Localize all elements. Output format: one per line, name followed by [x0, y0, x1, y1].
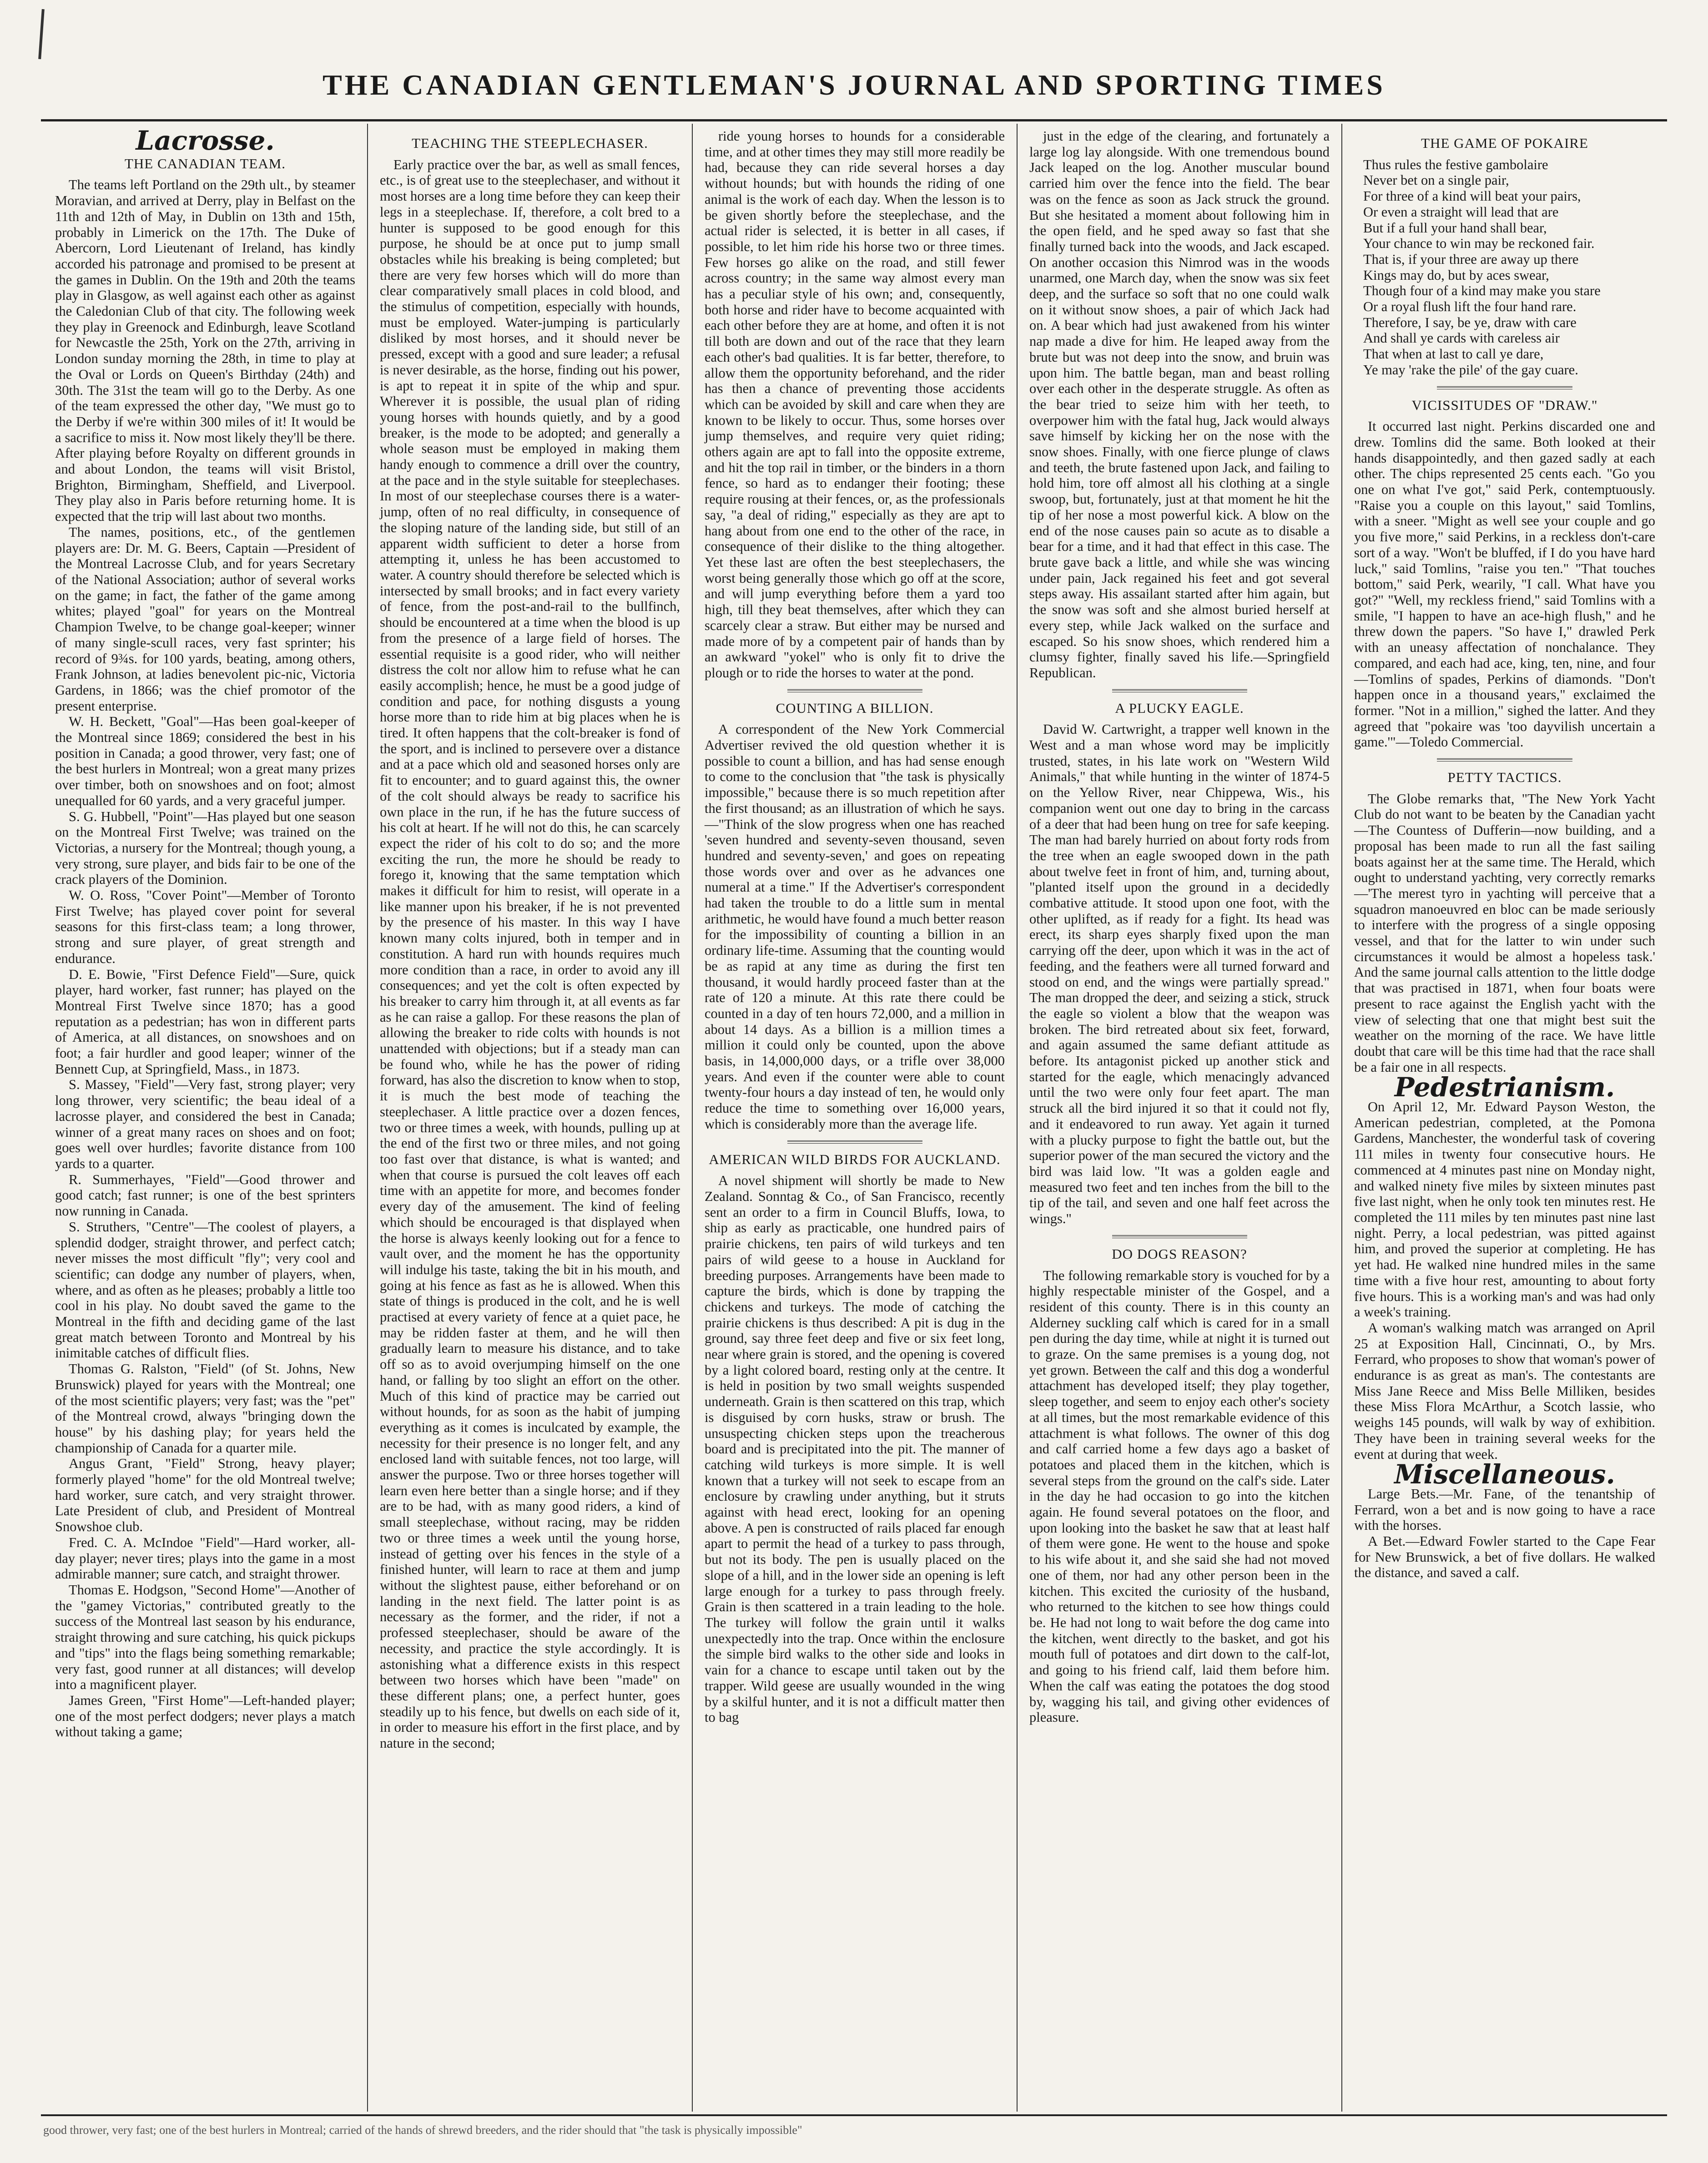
article-title-dogs-reason: DO DOGS REASON? — [1112, 1245, 1247, 1262]
column-4 — [1018, 124, 1342, 2112]
article-body-dogs-reason — [1029, 1268, 1330, 1725]
paragraph: R. Summerhayes, "Field"—Good thrower and good catch; fast runner; is one of the best sprinters now running in Canada. — [55, 1171, 355, 1219]
paragraph: Though four of a kind may make you stare — [1363, 283, 1601, 299]
paragraph: Thomas E. Hodgson, "Second Home"—Another of the "gamey Victorias," contributed greatly to the success of the Montreal last season by his endurance, straight throwing and sure catching, his quick pickups and "tips" into the flags being something remarkable; very fast, good runner at all distances; will develop into a magnificent player. — [55, 1582, 355, 1693]
article-title-petty-tactics: PETTY TACTICS. — [1447, 769, 1562, 786]
divider — [1112, 689, 1247, 692]
article-body-bear-story — [1029, 128, 1330, 681]
paragraph: D. E. Bowie, "First Defence Field"—Sure, quick player, hard worker, fast runner; has played on the Montreal First Twelve since 1870; has a good reputation as a pedestrian; has won in different parts of America, at all distances, on snowshoes and on foot; a fair hurdler and good leaper; winner of the Bennett Cup, at Springfield, Mass., in 1873. — [55, 966, 355, 1077]
column-3 — [693, 124, 1018, 2112]
article-body-steeplechaser-cont — [705, 128, 1005, 681]
paragraph: The following remarkable story is vouched for by a highly respectable minister of the Gospel, and a resident of this county. There is in this county an Alderney suckling calf which is cared for in a small pen during the day time, while at night it is turned out to graze. On the same premises is a young dog, not yet grown. Between the calf and this dog a wonderful attachment has developed itself; they play together, sleep together, and seem to enjoy each other's society at all times, but the most remarkable evidence of this attachment is what follows. The owner of this dog and calf carried home a few days ago a basket of potatoes and placed them in the kitchen, which is several steps from the ground on the calf's side. Later in the day he had occasion to go into the kitchen again. He found several potatoes on the floor, and upon looking into the basket he saw that at least half of them were gone. He went to the house and spoke to his wife about it, and she said she had not moved one of them, nor had any other person been in the kitchen. This excited the curiosity of the husband, who returned to the kitchen to see how things could be. He had not long to wait before the dog came into the kitchen, went directly to the basket, and got his mouth full of potatoes and dirt down to the calf-lot, and going to his friend calf, laid them before him. When the calf was eating the potatoes the dog stood by, wagging his tail, and giving other evidences of pleasure. — [1029, 1267, 1330, 1725]
paragraph: David W. Cartwright, a trapper well known in the West and a man whose word may be implicitly trusted, states, in his late work on "Western Wild Animals," that while hunting in the winter of 1874-5 on the Yellow River, near Chippewa, Wis., his companion went out one day to bring in the carcass of a deer that had been hung on tree for safe keeping. The man had barely hurried on about forty rods from the tree when an eagle swooped down in the path about twelve feet in front of him, and, turning about, "planted itself upon the ground in a decidedly combative attitude. It stood upon one foot, with the other uplifted, as if ready for a fight. Its head was erect, its sharp eyes sharply fixed upon the man carrying off the deer, upon which it was in the act of feeding, and the feathers were all turned forward and stood on end, and the wings were partially spread." The man dropped the deer, and seizing a stick, struck the eagle so violent a blow that the weapon was broken. The bird retreated about six feet, forward, and again assumed the same defiant attitude as before. Its antagonist picked up another stick and started for the eagle, which menacingly advanced until the two were only four feet apart. The man struck all the bird injured it so that it could not fly, and it endeavored to run away. Yet again it turned with a plucky purpose to fight the battle out, but the superior power of the man secured the victory and the bird was laid low. "It was a golden eagle and measured two feet and ten inches from the bill to the tip of the tail, and seven and one half feet across the wings." — [1029, 721, 1330, 1227]
paragraph: That when at last to call ye dare, — [1363, 346, 1544, 362]
divider — [1112, 1235, 1247, 1238]
divider — [787, 1140, 922, 1144]
article-title-plucky-eagle: A PLUCKY EAGLE. — [1115, 700, 1244, 716]
paragraph: Early practice over the bar, as well as small fences, etc., is of great use to the steeplechaser, and without it most horses are a long time before they can keep their legs in a steeplechase. If, therefore, a colt bred to a hunter is supposed to be good enough for this purpose, he should be at once put to jump small obstacles while his breaking is being completed; but there are very few horses which will do more than clear comparatively small places in cold blood, and the stimulus of competition, especially with hounds, must be employed. Water-jumping is particularly disliked by most horses, and it should never be pressed, except with a good and sure leader; a refusal is never desirable, as the horse, finding out his power, is apt to repeat it in spite of the whip and spur. Wherever it is possible, the usual plan of riding young horses with hounds quietly, and by a good breaker, is the mode to be adopted; and generally a whole season must be employed in making them handy enough to commence a drill over the country, at the pace and in the style suitable for steeplechases. In most of our steeplechase courses there is a water-jump, often of no real difficulty, in consequence of the sloping nature of the landing side, but still of an apparent width sufficient to deter a horse from attempting it, unless he has been accustomed to water. A country should therefore be selected which is intersected by small brooks; and in fact every variety of fence, from the post-and-rail to the bullfinch, should be encountered at a time when the blood is up from the presence of a large field of horses. The essential requisite is a good rider, who will neither distress the colt nor allow him to refuse what he can easily accomplish; hence, he must be a good judge of condition and pace, for nothing disgusts a young horse more than to ride him at big places when he is tired. It often happens that the colt-breaker is fond of the sport, and is inclined to persevere over a distance and at a pace which old and seasoned horses only are fit to encounter; and to guard against this, the owner of the colt should always be ready to sacrifice his own place in the run, if he has the future success of his colt at heart. If he will not do this, he can scarcely expect the rider of his colt to do so; and the more exciting the run, the more he should be ready to forego it, knowing that the same temptation which makes it difficult for him to resist, will operate in a like manner upon his breaker, if he is not prevented by the presence of his master. In this way I have known many colts injured, both in temper and in constitution. A hard run with hounds requires much more condition than a race, in order to avoid any ill consequences; and yet the colt is often expected by his breaker to carry him through it, at all events as far as he can raise a gallop. For these reasons the plan of allowing the breaker to ride colts with hounds is not unattended with objections; but if a steady man can be found who, while he has the power of riding forward, has also the discretion to know when to stop, it is much the best mode of teaching the steeplechaser. A little practice over a dozen fences, two or three times a week, with hounds, pulling up at the end of the first two or three miles, and not going too fast over that distance, is what is wanted; and when that course is pursued the colt leaves off each time with an appetite for more, and becomes fonder every day of the amusement. The kind of feeling which should be encouraged is that displayed when the horse is always keenly looking out for a fence to vault over, and the moment he has the opportunity will indulge his taste, taking the bit in his mouth, and going at his fence as fast as he is allowed. When this state of things is produced in the colt, and he is well practised at every variety of fence at a quiet pace, he may be ridden faster at them, and he will then gradually learn to measure his distance, and to take off so as to avoid overjumping himself on the one hand, or falling by too slight an effort on the other. Much of this kind of practice may be carried out without hounds, for as soon as the habit of jumping everything as it comes is inculcated by example, the necessity for their presence is no longer felt, and any enclosed land with suitable fences, not too large, will answer the purpose. Two or three horses together will learn even here better than a single horse; and if they are to be had, with as many good riders, a kind of small steeplechase, without racing, may be ridden two or three times a week until the young horse, instead of getting over his fences in the style of a finished hunter, will learn to race at them and jump without the slightest pause, either beforehand or on landing in the next field. The latter point is as necessary as the former, and the rider, if not a professed steeplechaser, should be aware of the necessity, and practice the style accordingly. It is astonishing what a difference exists in this respect between two horses which have been "made" on these different plans; one, a perfect hunter, goes steadily up to his fence, but dwells on each side of it, in order to measure his effort in the first place, and by nature in the second; — [380, 156, 680, 1751]
paragraph: James Green, "First Home"—Left-handed player; one of the most perfect dodgers; never plays a match without taking a game; — [55, 1692, 355, 1740]
section-title-lacrosse: Lacrosse. — [136, 125, 275, 156]
column-2 — [368, 124, 693, 2112]
paragraph: Therefore, I say, be ye, draw with care — [1363, 314, 1577, 330]
paragraph: Your chance to win may be reckoned fair. — [1363, 236, 1595, 252]
divider — [787, 689, 922, 692]
article-title-wild-birds: AMERICAN WILD BIRDS FOR AUCKLAND. — [709, 1151, 1001, 1167]
paragraph: Fred. C. A. McIndoe "Field"—Hard worker, all-day player; never tires; plays into the game in a most admirable manner; sure catch, and straight thrower. — [55, 1534, 355, 1582]
masthead: THE CANADIAN GENTLEMAN'S JOURNAL AND SPORTING TIMES — [322, 69, 1386, 101]
paragraph: just in the edge of the clearing, and fortunately a large log lay alongside. With one tremendous bound Jack leaped on the log. Another muscular bound carried him over the fence into the field. The bear was on the fence as soon as Jack struck the ground. But she hesitated a moment about following him in the open field, and he sped away so fast that she finally turned back into the woods, and Jack escaped. On another occasion this Nimrod was in the woods unarmed, one March day, when the snow was six feet deep, and the surface so soft that no one could walk on it without snow shoes, a pair of which Jack had on. A bear which had just awakened from his winter nap made a dive for him. He leaped away from the brute but was not deep into the snow, and bruin was upon him. The battle began, man and beast rolling over each other in the desperate struggle. As often as the bear tried to seize him with her teeth, to overpower him with the fatal hug, Jack would always save himself by kicking her on the nose with the snow shoes. Finally, with one fierce plunge of claws and teeth, the brute fastened upon Jack, and failing to hold him, tore off almost all his clothing at a single swoop, but, fortunately, just at that moment he hit the tip of her nose a most powerful kick. A blow on the end of the nose causes pain so acute as to disable a bear for a time, and it had that effect in this case. The brute gave back a little, and while she was wincing under pain, Jack regained his feet and got several steps away. His assailant started after him again, but the snow was soft and she almost buried herself at every step, while Jack walked on the surface and escaped. So his snow shoes, which rendered him a clumsy fighter, finally saved his life.—Springfield Republican. — [1029, 128, 1330, 681]
divider — [1437, 386, 1572, 389]
paragraph: Large Bets.—Mr. Fane, of the tenantship of Ferrard, won a bet and is now going to have a race with the horses. — [1354, 1486, 1655, 1533]
paragraph: For three of a kind will beat your pairs, — [1363, 188, 1581, 204]
paragraph: Ye may 'rake the pile' of the gay cuare. — [1363, 362, 1578, 378]
paragraph: W. H. Beckett, "Goal"—Has been goal-keeper of the Montreal since 1869; considered the best in his position in Canada; a good thrower, very fast; one of the best hurlers in Montreal; won a great many prizes over timber, both on snowshoes and on foot; almost unequalled for 60 yards, and a very graceful jumper. — [55, 714, 355, 808]
paragraph: ride young horses to hounds for a considerable time, and at other times they may still more readily be had, because they can ride several horses a day without hounds; but with hounds the riding of one animal is the work of each day. When the lesson is to be given shortly before the steeplechase, and the actual rider is selected, it is better in all cases, if possible, to let him ride his horse two or three times. Few horses go alike on the road, and still fewer across country; in the same way almost every man has a peculiar style of his own; and, consequently, both horse and rider have to become acquainted with each other before they are at home, and often it is not till both are down and out of the race that they learn each other's bad qualities. It is far better, therefore, to allow them the opportunity beforehand, and the rider has then a chance of preventing those accidents which can be avoided by skill and care when they are known to be likely to occur. Thus, some horses over jump themselves, and require very quiet riding; others again are apt to fall into the opposite extreme, and hit the top rail in timber, or the binders in a thorn fence, so hard as to endanger their footing; these require rousing at their fences, or, as the professionals say, "a deal of riding," especially as they are apt to hang about from one end to the other of the race, in consequence of their dislike to the thing altogether. Yet these last are often the best steeplechasers, the worst being generally those which go off at the score, and will jump everything before them a yard too high, till they beat themselves, after which they can scarcely clear a straw. But either may be nursed and made more of by a competent pair of hands than by an awkward "yokel" who is only fit to drive the plough or to ride the horses to water at the pond. — [705, 128, 1005, 681]
paragraph: And shall ye cards with careless air — [1363, 330, 1560, 346]
article-body-counting-billion — [705, 721, 1005, 1132]
paragraph: The names, positions, etc., of the gentlemen players are: Dr. M. G. Beers, Captain —President of the Montreal Lacrosse Club, and for years Secretary of the National Association; author of several works on the game; in fact, the father of the game among whites; played "goal" for years on the Montreal Champion Twelve, to be change goal-keeper; winner of many single-scull races, very fast sprinter; his record of 9¾s. for 100 yards, beating, among others, Frank Johnson, at ladies benevolent pic-nic, Victoria Gardens, in 1866; was the chief promotor of the present enterprise. — [55, 524, 355, 714]
poem-pokaire — [1354, 157, 1655, 378]
page-edge-mark — [38, 9, 45, 59]
paragraph: Angus Grant, "Field" Strong, heavy player; formerly played "home" for the old Montreal twelve; hard worker, sure catch, and very straight thrower. Late President of club, and President of Montreal Snowshoe club. — [55, 1456, 355, 1535]
article-title-draw: VICISSITUDES OF "DRAW." — [1411, 397, 1598, 413]
article-title-counting-billion: COUNTING A BILLION. — [776, 700, 934, 716]
masthead-rule — [41, 119, 1667, 121]
article-title-steeplechaser: TEACHING THE STEEPLECHASER. — [412, 135, 648, 151]
columns — [43, 124, 1667, 2112]
paragraph: That is, if your three are away up there — [1363, 251, 1579, 267]
article-body-pedestrianism — [1354, 1099, 1655, 1462]
page-footer-line: good thrower, very fast; one of the best hurlers in Montreal; carried of the hands of shrewd breeders, and the rider should that "the task is physically impossible" — [43, 2123, 802, 2137]
paragraph: S. Struthers, "Centre"—The coolest of players, a splendid dodger, straight thrower, and perfect catch; never misses the most difficult "fly"; very cool and scientific; can dodge any number of players, when, where, and as often as he pleases; probably a little too cool in his play. No doubt saved the game to the Montreal in the fifth and deciding game of the last great match between Toronto and Montreal by his inimitable catches of difficult flies. — [55, 1219, 355, 1361]
paragraph: Kings may do, but by aces swear, — [1363, 267, 1549, 283]
bottom-rule — [41, 2114, 1667, 2116]
article-body-petty-tactics — [1354, 791, 1655, 1075]
paragraph: S. G. Hubbell, "Point"—Has played but one season on the Montreal First Twelve; was trained on the Victorias, a nursery for the Montreal; though young, a very strong, sure player, and bids fair to be one of the crack players of the Dominion. — [55, 808, 355, 887]
article-body-steeplechaser — [380, 157, 680, 1751]
column-1 — [43, 124, 368, 2112]
article-body-canadian-team — [55, 177, 355, 1740]
paragraph: Or a royal flush lift the four hand rare. — [1363, 299, 1577, 315]
paragraph: A correspondent of the New York Commercial Advertiser revived the old question whether it is possible to count a billion, and has had sense enough to come to the conclusion that "the task is physically impossible," because there is so much repetition after the first thousand; as an illustration of which he says.—"Think of the slow progress when one has reached 'seven hundred and seventy-seven thousand, seven hundred and seventy-seven,' and goes on repeating those words over and over as he advances one numeral at a time." If the Advertiser's correspondent had taken the trouble to do a little sum in mental arithmetic, he would have found a much better reason for the impossibility of counting a billion in an ordinary life-time. Assuming that the counting would be as rapid at any time as during the first ten thousand, it would hardly proceed faster than at the rate of 120 a minute. At this rate there could be counted in a day of ten hours 72,000, and a million in about 14 days. As a billion is a million times a million it could only be counted, upon the above basis, in 14,000,000 days, or a trifle over 38,000 years. And even if the counter were able to count twenty-four hours a day instead of ten, he would only reduce the time to something over 16,000 years, which is considerably more than the average life. — [705, 721, 1005, 1132]
section-title-pedestrianism: Pedestrianism. — [1394, 1072, 1615, 1103]
paragraph: Thus rules the festive gambolaire — [1363, 156, 1548, 172]
paragraph: The Globe remarks that, "The New York Yacht Club do not want to be beaten by the Canadian yacht—The Countess of Dufferin—now building, and a proposal has been made to run all the fast sailing boats against her at the same time. The Herald, which ought to understand yachting, very correctly remarks—'The merest tyro in yachting will perceive that a squadron manoeuvred en bloc can be made seriously to interfere with the progress of a single opposing vessel, and that for the latter to win under such circumstances it would be almost a hopeless task.' And the same journal calls attention to the little dodge that was practised in 1871, when four boats were present to race against the English yacht with the view of selecting that one that might best suit the weather on the morning of the race. We have little doubt that care will be this time had that the race shall be a fair one in all respects. — [1354, 791, 1655, 1075]
column-5 — [1342, 124, 1667, 2112]
paragraph: S. Massey, "Field"—Very fast, strong player; very long thrower, very scientific; the beau ideal of a lacrosse player, and considered the best in Canada; winner of a great many races on shoes and on foot; goes well over hurdles; favorite distance from 100 yards to a quarter. — [55, 1077, 355, 1171]
article-body-plucky-eagle — [1029, 721, 1330, 1227]
divider — [1437, 758, 1572, 761]
paragraph: It occurred last night. Perkins discarded one and drew. Tomlins did the same. Both looked at their hands disappointedly, and then gazed sadly at each other. The chips represented 25 cents each. "Go you one on what I've got," said Perk, contemptuously. "Raise you a couple on this layout," said Tomlins, with a sneer. "Might as well see your couple and go you five more," said Perkins, in a reckless don't-care sort of a way. "Won't be bluffed, if I do you have hard luck," said Tomlins, "raise you ten." "That touches bottom," said Perk, wearily, "I call. What have you got?" "Well, my reckless friend," said Tomlins with a smile, "I happen to have an ace-high flush," and he threw down the papers. "So have I," drawled Perk with an uneasy affectation of nonchalance. They compared, and each had ace, king, ten, nine, and four—Tomlins of spades, Perkins of diamonds. "Don't happen once in a thousand years," exclaimed the former. "Not in a million," sighed the latter. And they agreed that "pokaire was 'too dayvilish uncertain a game.'"—Toledo Commercial. — [1354, 418, 1655, 750]
paragraph: A Bet.—Edward Fowler started to the Cape Fear for New Brunswick, a bet of five dollars. He walked the distance, and saved a calf. — [1354, 1533, 1655, 1581]
article-body-wild-birds — [705, 1173, 1005, 1725]
article-body-draw — [1354, 418, 1655, 750]
paragraph: But if a full your hand shall bear, — [1363, 220, 1547, 236]
article-body-miscellaneous — [1354, 1486, 1655, 1581]
paragraph: Thomas G. Ralston, "Field" (of St. Johns, New Brunswick) played for years with the Montreal; one of the most scientific players; very fast; was the "pet" of the Montreal crowd, always "bringing down the house" by his dashing play; for years held the championship of Canada for a quarter mile. — [55, 1361, 355, 1456]
paragraph: Never bet on a single pair, — [1363, 172, 1509, 188]
paragraph: W. O. Ross, "Cover Point"—Member of Toronto First Twelve; has played cover point for several seasons for this first-class team; a long thrower, strong and sure player, of great strength and endurance. — [55, 887, 355, 966]
article-title-pokaire: THE GAME OF POKAIRE — [1421, 135, 1588, 151]
section-title-miscellaneous: Miscellaneous. — [1394, 1459, 1615, 1490]
paragraph: A woman's walking match was arranged on April 25 at Exposition Hall, Cincinnati, O., by Mrs. Ferrard, who proposes to show that woman's power of endurance is as great as man's. The contestants are Miss Jane Reece and Miss Belle Milliken, besides these Miss Flora McArthur, a Scotch lassie, who weighs 145 pounds, will walk by way of exhibition. They have been in training several weeks for the event at during that week. — [1354, 1320, 1655, 1462]
paragraph: A novel shipment will shortly be made to New Zealand. Sonntag & Co., of San Francisco, recently sent an order to a firm in Council Bluffs, Iowa, to ship as early as practicable, one hundred pairs of prairie chickens, ten pairs of wild turkeys and ten pairs of wild geese to a house in Auckland for breeding purposes. Arrangements have been made to capture the birds, which is done by trapping the chickens and turkeys. The mode of catching the prairie chickens is thus described: A pit is dug in the ground, say three feet deep and five or six feet long, near where grain is stored, and the opening is covered by a light colored board, resting only at the centre. It is held in position by two small weights suspended underneath. Grain is then scattered on this trap, which is disguised by corn husks, straw or brush. The unsuspecting chicken steps upon the treacherous board and is precipitated into the pit. The manner of catching wild turkeys is more simple. It is well known that a turkey will not seek to escape from an enclosure by crawling under anything, but it struts against with head erect, looking for an opening above. A pen is constructed of rails placed far enough apart to permit the head of a turkey to pass through, but not its body. The pen is usually placed on the slope of a hill, and in the lower side an opening is left large enough for a turkey to pass through freely. Grain is then scattered in a train leading to the hole. The turkey will follow the grain until it walks unexpectedly into the trap. Once within the enclosure the simple bird walks to the other side and looks in vain for a chance to escape until taken out by the trapper. Wild geese are usually wounded in the wing by a skilful hunter, and it is not a difficult matter then to bag — [705, 1173, 1005, 1725]
paragraph: The teams left Portland on the 29th ult., by steamer Moravian, and arrived at Derry, play in Belfast on the 11th and 12th of May, in Dublin on 13th and 15th, probably in Limerick on the 17th. The Duke of Abercorn, Lord Lieutenant of Ireland, has kindly accorded his patronage and promised to be present at the games in Dublin. On the 19th and 20th the teams play in Glasgow, as well against each other as against the Caledonian Club of that city. The following week they play in Greenock and Edinburgh, leave Scotland for Newcastle the 25th, York on the 27th, arriving in London sunday morning the 28th, in time to play at the Oval or Lords on Queen's Birthday (24th) and 30th. The 31st the team will go to the Derby. As one of the team expressed the other day, "We must go to the Derby if we're within 300 miles of it! It would be a sacrifice to miss it. Now most likely they'll be there. After playing before Royalty on different grounds in and about London, the teams will visit Bristol, Brighton, Birmingham, Sheffield, and Liverpool. They play also in Paris before returning home. It is expected that the trip will last about two months. — [55, 177, 355, 524]
paragraph: Or even a straight will lead that are — [1363, 204, 1559, 220]
paragraph: On April 12, Mr. Edward Payson Weston, the American pedestrian, completed, at the Pomona Gardens, Manchester, the wonderful task of covering 111 miles in twenty four consecutive hours. He commenced at 4 minutes past nine on Monday night, and walked ninety five miles by sixteen minutes past five last night, when he only took ten minutes rest. He completed the 111 miles by ten minutes past nine last night. Perry, a local pedestrian, was pitted against him, and proved the superior at completing. He has yet had. He walked nine hundred miles in the same time with a five hour rest, amounting to about forty five hours. This is a working man's and was had only a week's training. — [1354, 1099, 1655, 1320]
article-title-canadian-team: THE CANADIAN TEAM. — [124, 155, 286, 171]
